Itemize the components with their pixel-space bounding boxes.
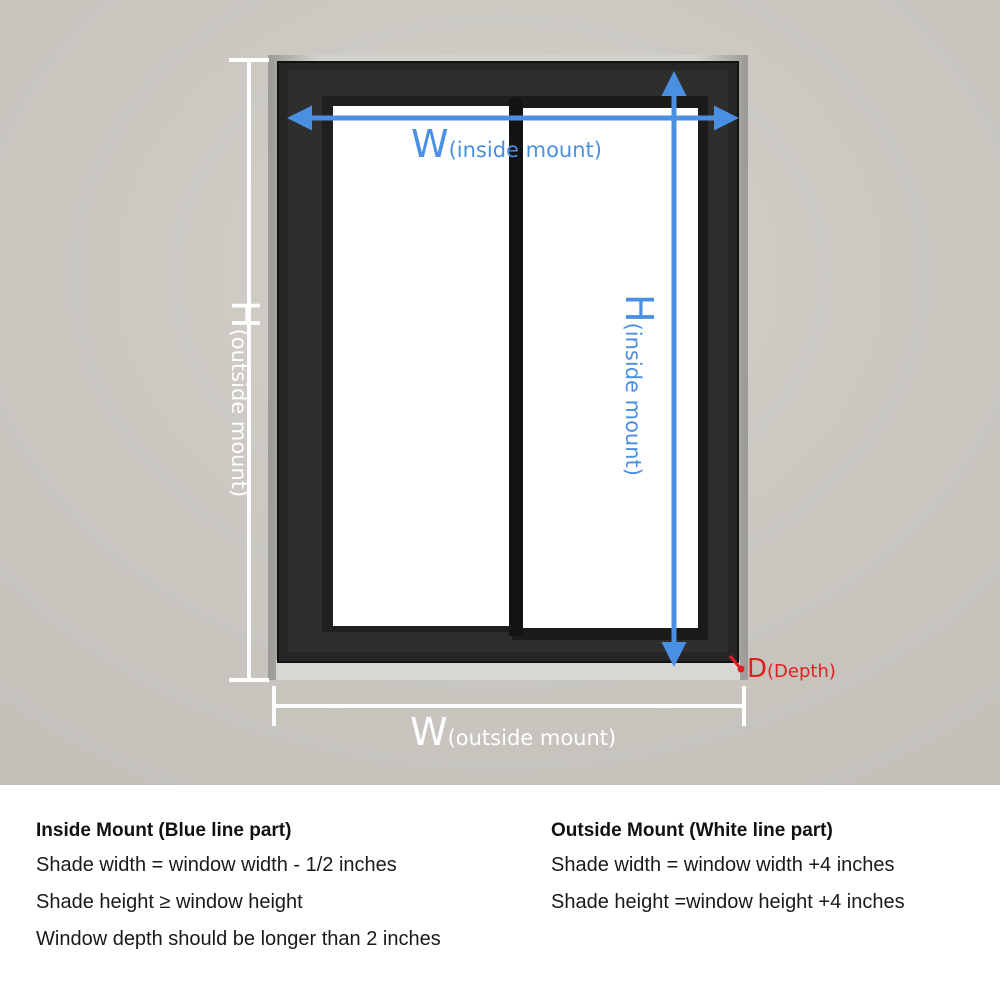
left-glass	[333, 106, 509, 626]
inside-width-label: W(inside mount)	[411, 122, 602, 166]
outside-mount-line: Shade width = window width +4 inches	[551, 854, 895, 876]
outside-width-label: W(outside mount)	[410, 710, 617, 754]
outside-mount-heading: Outside Mount (White line part)	[551, 820, 833, 841]
mount-instructions	[0, 785, 1000, 1000]
inside-height-label: H(inside mount)	[617, 294, 661, 476]
depth-label: D(Depth)	[747, 654, 836, 684]
inside-mount-line: Shade width = window width - 1/2 inches	[36, 854, 397, 876]
inside-mount-line: Shade height ≥ window height	[36, 891, 303, 913]
inside-mount-line: Window depth should be longer than 2 inches	[36, 928, 441, 950]
inside-mount-notes	[36, 819, 441, 964]
meeting-rail	[509, 98, 523, 636]
outside-mount-notes	[551, 819, 905, 927]
inside-mount-heading: Inside Mount (Blue line part)	[36, 820, 292, 841]
outside-mount-line: Shade height =window height +4 inches	[551, 891, 905, 913]
outside-height-label: H(outside mount)	[223, 300, 267, 498]
